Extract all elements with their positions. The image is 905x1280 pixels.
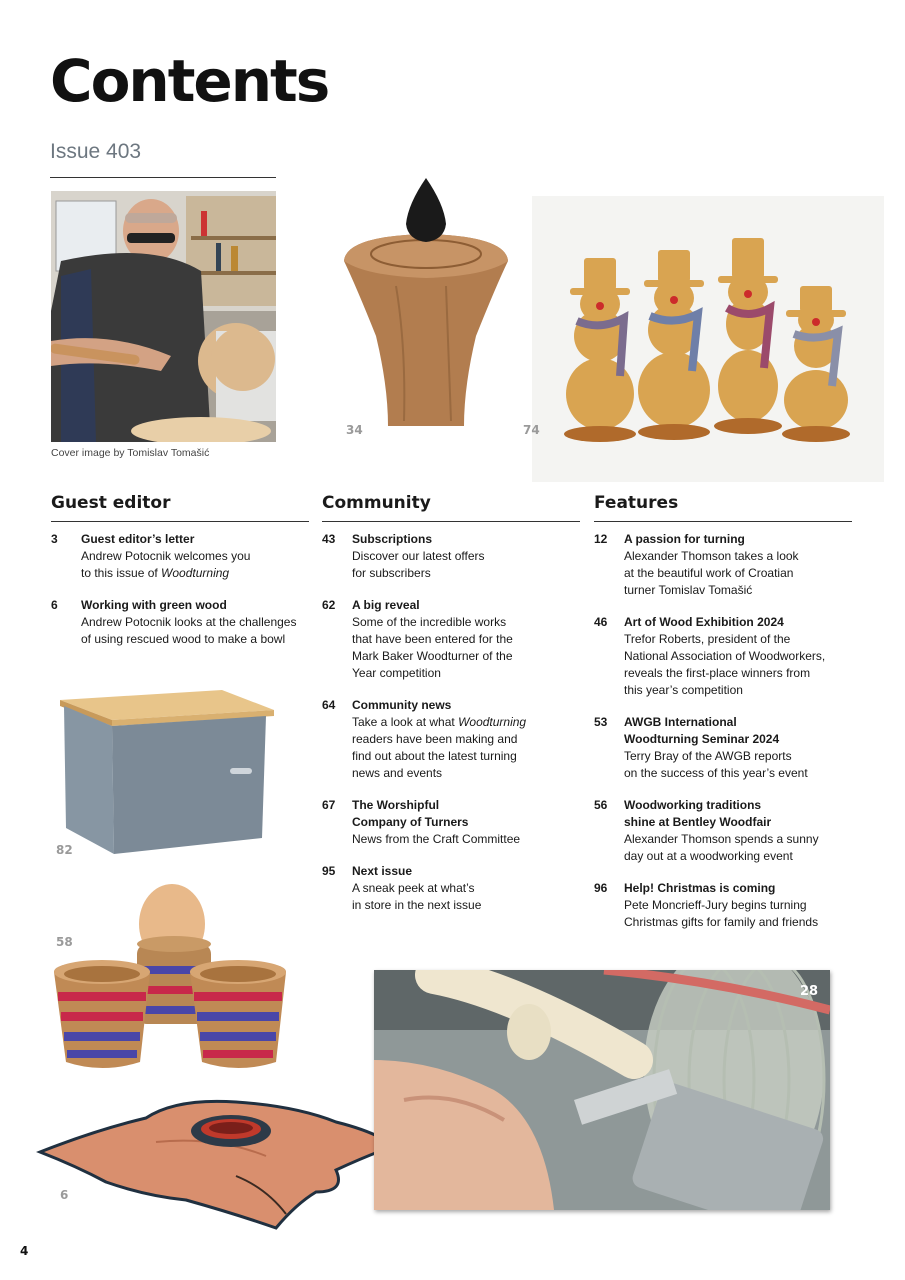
contents-entry[interactable] — [322, 863, 580, 914]
snowmen-page-number: 74 — [523, 423, 540, 437]
entry-title: The Worshipful Company of Turners — [352, 798, 469, 829]
entry-description: Take a look at what Woodturning readers have been making and find out about the latest turning news and events — [352, 715, 527, 780]
cabinet-photo[interactable] — [52, 688, 277, 858]
cover-photo[interactable] — [51, 191, 276, 442]
section-community — [322, 493, 580, 929]
entry-description: Pete Moncrieff-Jury begins turning Christmas gifts for family and friends — [624, 898, 819, 929]
entry-description: Alexander Thomson spends a sunny day out at a woodworking event — [624, 832, 819, 863]
issue-divider — [50, 177, 276, 178]
entry-title: A big reveal — [352, 598, 420, 612]
entry-description: Trefor Roberts, president of the National Association of Woodworkers, reveals the first-place winners from this year’s competition — [624, 632, 826, 697]
entry-description: Andrew Potocnik welcomes you to this issue of Woodturning — [81, 549, 251, 580]
entry-description: Terry Bray of the AWGB reports on the success of this year’s event — [624, 749, 808, 780]
vessel-photo[interactable] — [336, 176, 516, 434]
entry-page-number: 62 — [322, 598, 336, 612]
egg-cups-page-number: 58 — [56, 935, 73, 949]
vessel-page-number: 34 — [346, 423, 363, 437]
entry-page-number: 96 — [594, 881, 608, 895]
entry-page-number: 95 — [322, 864, 336, 878]
entry-title: Guest editor’s letter — [81, 532, 195, 546]
entry-title: Art of Wood Exhibition 2024 — [624, 615, 784, 629]
entry-page-number: 43 — [322, 532, 336, 546]
entry-description: A sneak peek at what’s in store in the next issue — [352, 881, 482, 912]
entry-description: Alexander Thomson takes a look at the beautiful work of Croatian turner Tomislav Tomašić — [624, 549, 799, 597]
entry-description: Andrew Potocnik looks at the challenges of using rescued wood to make a bowl — [81, 615, 297, 646]
contents-entry[interactable] — [322, 597, 580, 682]
section-heading: Guest editor — [51, 493, 171, 513]
section-heading: Features — [594, 493, 679, 513]
section-heading: Community — [322, 493, 431, 513]
entry-description: Some of the incredible works that have been entered for the Mark Baker Woodturner of the Year competition — [352, 615, 513, 680]
egg-cups-photo[interactable] — [52, 884, 292, 1076]
entry-page-number: 46 — [594, 615, 608, 629]
contents-entry[interactable] — [594, 714, 852, 782]
entry-page-number: 53 — [594, 715, 608, 729]
contents-entry[interactable] — [594, 797, 852, 865]
contents-entry[interactable] — [594, 880, 852, 931]
entry-title: AWGB International Woodturning Seminar 2024 — [624, 715, 780, 746]
section-divider — [322, 521, 580, 522]
entry-page-number: 6 — [51, 598, 58, 612]
contents-entry[interactable] — [51, 597, 309, 648]
lathe-page-number: 28 — [800, 984, 819, 999]
contents-entry[interactable] — [322, 697, 580, 782]
entry-description: News from the Craft Committee — [352, 832, 521, 846]
contents-entry[interactable] — [322, 531, 580, 582]
entry-title: Working with green wood — [81, 598, 227, 612]
entry-title: Woodworking traditions shine at Bentley Woodfair — [624, 798, 772, 829]
entry-page-number: 64 — [322, 698, 336, 712]
cabinet-page-number: 82 — [56, 843, 73, 857]
bowl-photo[interactable] — [36, 1096, 398, 1232]
section-divider — [594, 521, 852, 522]
cover-caption: Cover image by Tomislav Tomašić — [51, 447, 210, 459]
entry-page-number: 3 — [51, 532, 58, 546]
snowmen-photo[interactable] — [532, 196, 884, 482]
lathe-photo[interactable] — [374, 970, 830, 1210]
contents-entry[interactable] — [594, 614, 852, 699]
section-features — [594, 493, 852, 946]
contents-entry[interactable] — [51, 531, 309, 582]
entry-title: Subscriptions — [352, 532, 433, 546]
section-guest-editor — [51, 493, 309, 663]
page-folio: 4 — [20, 1244, 29, 1258]
entry-title: Help! Christmas is coming — [624, 881, 776, 895]
section-divider — [51, 521, 309, 522]
contents-entry[interactable] — [322, 797, 580, 848]
entry-title: A passion for turning — [624, 532, 745, 546]
entry-title: Community news — [352, 698, 452, 712]
entry-description: Discover our latest offers for subscribers — [352, 549, 485, 580]
entry-page-number: 56 — [594, 798, 608, 812]
bowl-page-number: 6 — [60, 1188, 69, 1202]
issue-number: Issue 403 — [50, 140, 142, 163]
entry-page-number: 12 — [594, 532, 608, 546]
page-title: Contents — [50, 47, 329, 115]
contents-entry[interactable] — [594, 531, 852, 599]
entry-page-number: 67 — [322, 798, 336, 812]
entry-title: Next issue — [352, 864, 413, 878]
